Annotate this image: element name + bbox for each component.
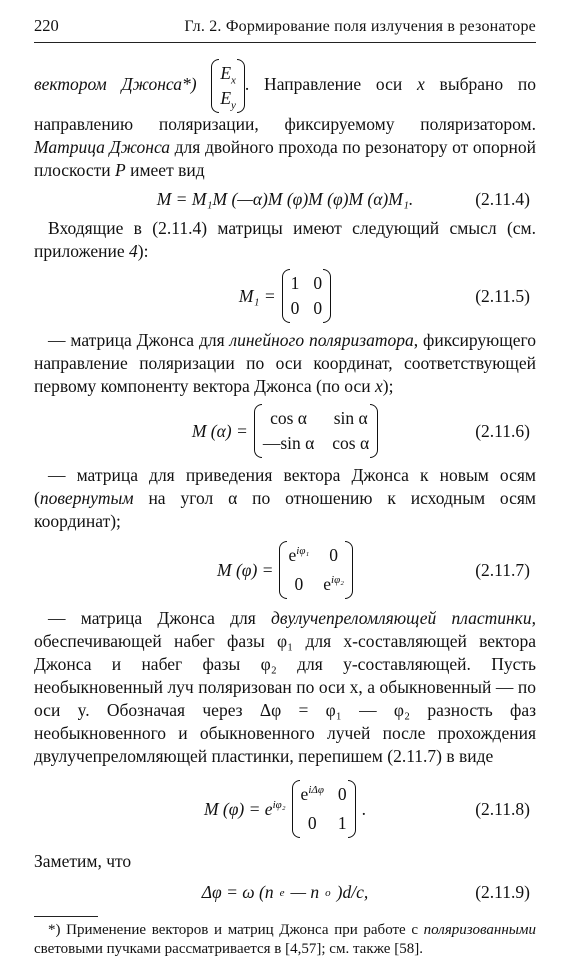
equation-number: (2.11.4): [475, 189, 530, 209]
equation-lhs: M (φ) =: [217, 559, 274, 580]
jones-vector: $E_x$ $E_y$: [211, 59, 245, 113]
footnote-divider: [34, 916, 98, 917]
jones-vector-lead: вектором Джонса*): [34, 74, 197, 95]
paragraph-rotation: — матрица для приведения вектора Джонса к новым осям (повернутым на угол α по отношению к исходным осям координат);: [34, 465, 536, 531]
polarizer-matrix: 1 0 0 0: [282, 269, 332, 323]
equation-expression: Δφ = ω (n e — n o )d/c,: [201, 882, 369, 902]
paragraph-linear-polarizer: — матрица Джонса для линейного поляризатора, фиксирующего направление поляризации по оси координат, соответствующей первому компоненту вектора Джонса (по оси x);: [34, 330, 536, 396]
equation-2-11-5: [34, 269, 536, 323]
paragraph-waveplate: — матрица Джонса для двулучепреломляющей пластинки, обеспечивающей набег фазы φ₁ для x-составляющей вектора Джонса и набег фазы φ₂ для y-составляющей. Пусть необыкновенный луч поляризован по оси x, а обыкновенный — по оси y. Обозначая через Δφ = φ₁ — φ₂ разность фаз необыкновенного и обыкновенного лучей после прохождения двулучепреломляющей пластинки, перепишем (2.11.7) в виде: [34, 608, 536, 766]
vector-ex: E: [220, 63, 232, 83]
equation-number: (2.11.9): [475, 882, 530, 902]
page-number: 220: [34, 16, 59, 35]
paragraph-jones-vector: вектором Джонса*) $E_x$ $E_y$ . Направление оси x выбрано по направлению поляризации, фиксируемому поляризатором. Матрица Джонса для двойного прохода по резонатору от опорной плоскости P имеет вид: [34, 59, 536, 182]
equation-2-11-7: [34, 541, 536, 599]
paragraph-note: Заметим, что: [34, 851, 132, 871]
equation-lhs: M₁ =: [238, 285, 276, 306]
waveplate-matrix: $e^{i\varphi_1}$ 0 0 $e^{i\varphi_2}$: [279, 541, 353, 599]
waveplate-matrix-reduced: $e^{i\Delta\varphi}$ 0 0 1: [292, 780, 356, 838]
term-jones-matrix: Матрица Джонса: [34, 137, 171, 157]
equation-2-11-6: [34, 404, 536, 458]
equation-lhs: M $(\varphi) = e^{i\varphi_2}$: [203, 798, 286, 819]
equation-number: (2.11.5): [475, 285, 530, 306]
vector-ey: E: [220, 88, 232, 108]
equation-number: (2.11.7): [475, 559, 530, 580]
equation-expression: M = M₁M (—α)M (φ)M (φ)M (α)M₁.: [156, 189, 414, 209]
equation-2-11-8: M $(\varphi) = e^{i\varphi_2}$ $e^{i\Delta\varphi}$ 0 0 1 . (2.11.8): [34, 780, 536, 838]
running-title: Гл. 2. Формирование поля излучения в резонаторе: [184, 18, 536, 35]
page-header: [34, 14, 536, 43]
rotation-matrix: cos α sin α —sin α cos α: [254, 404, 378, 458]
footnote-marker: *): [48, 922, 61, 938]
equation-number: (2.11.8): [475, 798, 530, 819]
footnote: *) Применение векторов и матриц Джонса при работе с поляризованными световыми пучками рассматривается в [4,57]; см. также [58].: [34, 922, 536, 957]
equation-lhs: M (α) =: [191, 420, 248, 441]
equation-number: (2.11.6): [475, 420, 530, 441]
equation-2-11-9: [34, 881, 536, 904]
paragraph-matrices-meaning: Входящие в (2.11.4) матрицы имеют следующий смысл (см. приложение 4):: [34, 218, 536, 261]
equation-2-11-4: [34, 188, 536, 211]
